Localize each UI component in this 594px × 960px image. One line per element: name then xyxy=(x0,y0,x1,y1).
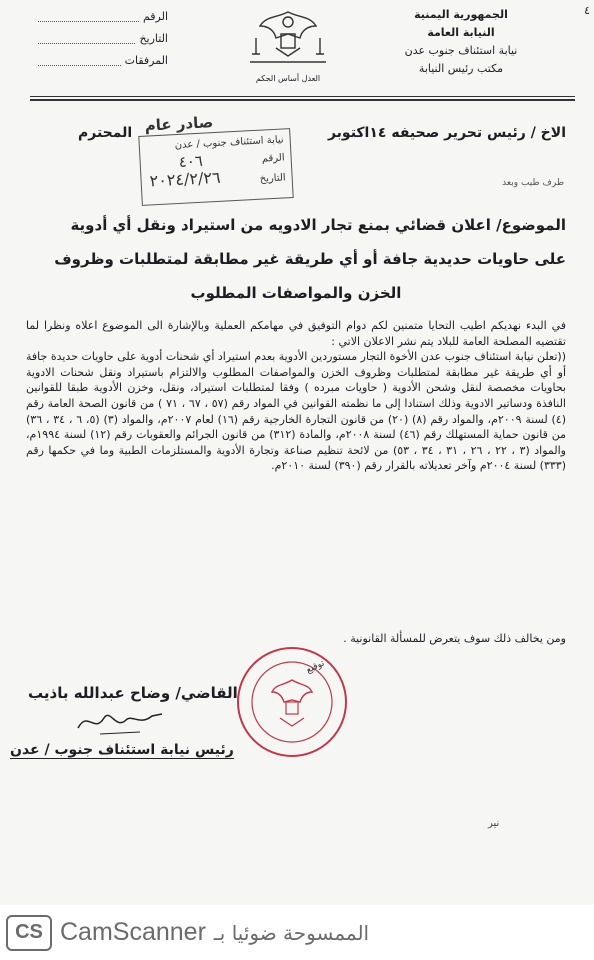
page-corner-mark: ٤ xyxy=(584,4,590,17)
header-divider-thick xyxy=(30,99,575,101)
official-seal-icon xyxy=(232,642,352,762)
outgoing-stamp xyxy=(138,113,293,206)
header-line-1: الجمهورية اليمنية xyxy=(414,8,508,21)
seal-signature-label: توقيع xyxy=(304,658,327,676)
subject-block xyxy=(26,208,566,310)
body-announcement: ((تعلن نيابة استئناف جنوب عدن الأخوة التجار مستوردين الأدوية بعدم استيراد أي شحنات أدوية على حاويات حديدة جافة أو أي طريقة غير مطابقة لمتطلبات وظروف الخزن والمواصفات المطلوب والالتزام باستيراد ونقل شحنات الادوية بحاويات مخصصة لنقل وشحن الأدوية ( حاويات مبرده ) وفقا لمتطلبات استيراد، ونقل، وخزن الأدوية طبقا للقوانين النافذة ودساتير الادوية وذلك استنادا إلى ما نظمته القوانين في المواد رقم (٥٧ ، ٦٧ ، ٧١ ) من قانون الصحة العامة رقم (٤) لسنة ٢٠٠٩م، والمواد رقم (٨) (٢٠) من قانون التجارة الخارجية رقم (١٦) لعام ٢٠٠٧م، والمواد (٣) (٥، ٦ ، ٣٤ ، ٣٦) من قانون حماية المستهلك رقم (٤٦) لسنة ٢٠٠٨م، والمادة (٣١٢) من قانون الجرائم والعقوبات رقم (١٢) لسنة ١٩٩٤م، والمواد (٣ ، ٢٢ ، ٢٦ ، ٣١ ، ٣٤ ، ٥٣) من لائحة تنظيم صناعة وتجارة الأدوية والمستلزمات الطبية وما في حكمها رقم (٣٣٣) لسنة ٢٠٠٤م وآخر تعديلاته بالقرار رقم (٣٩٠) لسنة ٢٠١٠م. xyxy=(26,350,567,473)
header-divider xyxy=(30,96,575,97)
handwritten-signature-icon xyxy=(70,700,170,740)
header-line-3: نيابة استئناف جنوب عدن xyxy=(404,44,518,57)
ministry-header xyxy=(366,6,556,78)
ref-number-label: الرقم xyxy=(142,10,168,23)
header-line-4: مكتب رئيس النيابة xyxy=(418,62,504,75)
ref-date-label: التاريخ xyxy=(139,32,168,45)
stamp-number-label: الرقم xyxy=(261,152,285,165)
camscanner-arabic-caption: الممسوحة ضوئيا بـ xyxy=(213,920,370,945)
addressee-line: الاخ / رئيس تحرير صحيفه ١٤اكتوبر xyxy=(327,125,566,141)
ref-attachments-label: المرفقات xyxy=(124,54,168,67)
subject-line-3: الخزن والمواصفات المطلوب xyxy=(190,284,402,302)
subject-line-2: على حاويات حديدية جافة أو أي طريقة غير مطابقة لمتطلبات وظروف xyxy=(54,250,566,268)
signatory-title: رئيس نيابة استئناف جنوب / عدن xyxy=(10,742,234,758)
stamp-title: صادر عام xyxy=(144,113,214,135)
emblem-caption: العدل أساس الحكم xyxy=(255,74,321,83)
letter-body xyxy=(26,318,566,474)
scanner-watermark xyxy=(0,905,594,960)
camscanner-brand: CamScanner xyxy=(60,918,206,946)
eagle-emblem-icon xyxy=(246,4,330,70)
stamp-date-label: التاريخ xyxy=(259,172,286,185)
handwritten-note: طرف طيب وبعد xyxy=(502,178,564,188)
stamp-office: نيابة استئناف جنوب / عدن xyxy=(174,134,284,152)
stamp-number: ٤٠٦ xyxy=(178,151,204,171)
republic-emblem xyxy=(246,4,330,84)
footer-initials: نير xyxy=(488,818,500,829)
subject-line-1: الموضوع/ اعلان قضائي بمنع تجار الادويه من استيراد ونقل أي أدوية xyxy=(70,216,566,234)
reference-fields xyxy=(38,6,168,72)
signatory-name: القاضي/ وضاح عبدالله باذيب xyxy=(28,684,238,702)
body-intro: في البدء نهديكم اطيب التحايا متمنين لكم دوام التوفيق في مهامكم العملية وبالإشارة الى الموضوع اعلاه ونظرا لما تقتضيه المصلحة العامة للبلاد يتم نشر الاعلان الاتي : xyxy=(26,319,566,348)
stamp-date: ٢٠٢٤/٢/٢٦ xyxy=(149,167,221,191)
camscanner-logo-icon: CS xyxy=(6,915,52,951)
header-line-2: النيابة العامة xyxy=(427,26,495,39)
closing-line: ومن يخالف ذلك سوف يتعرض للمسألة القانونية . xyxy=(343,632,566,645)
addressee-respect: المحترم xyxy=(78,125,133,141)
